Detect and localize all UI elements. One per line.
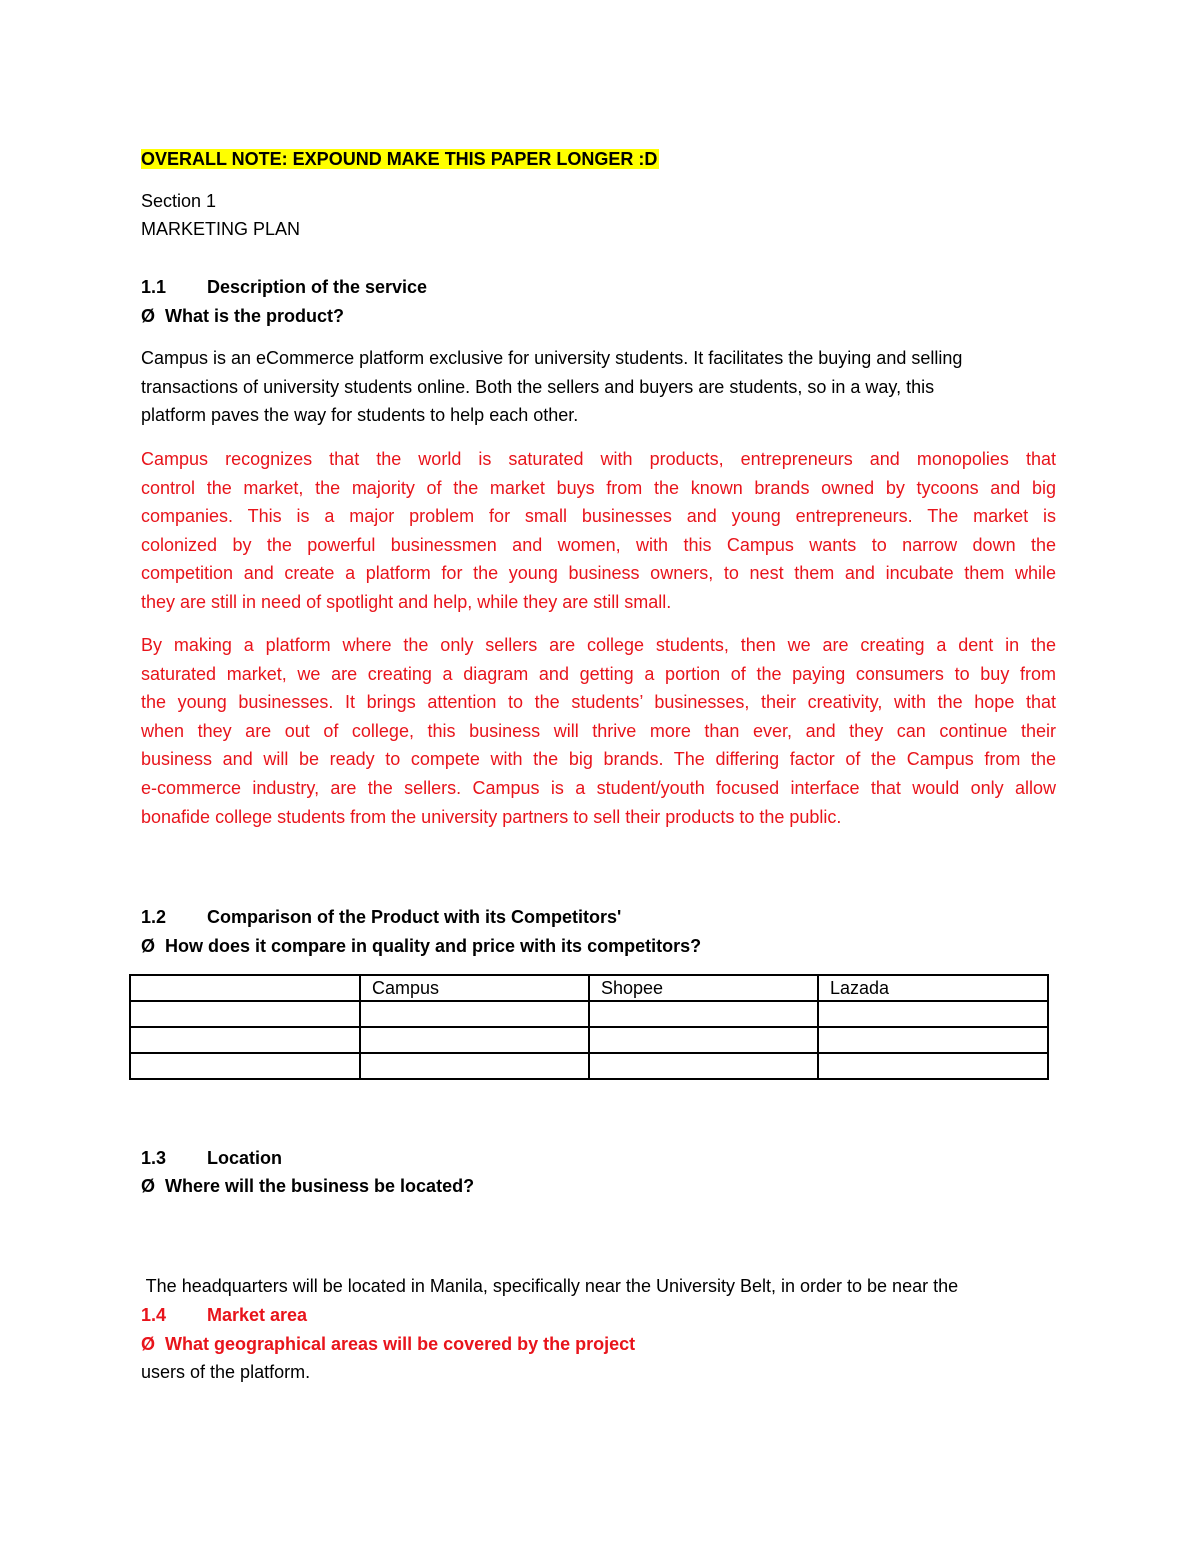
question-1-3-text: Where will the business be located?: [165, 1176, 475, 1196]
paragraph-line: when they are out of college, this business will thrive more than ever, and they can continue their: [141, 720, 1056, 741]
table-cell: [130, 1001, 360, 1027]
table-cell: [360, 1053, 589, 1079]
paragraph-1-1-red-2: [141, 631, 1056, 831]
heading-1-2-number: 1.2: [141, 907, 167, 927]
paragraph-line: By making a platform where the only sellers are college students, then we are creating a dent in the: [141, 635, 1056, 655]
heading-1-3: [141, 1147, 282, 1169]
heading-1-1: [141, 276, 427, 298]
overall-note: [141, 148, 659, 170]
arrow-bullet-icon: Ø: [141, 306, 156, 326]
question-1-2-text: How does it compare in quality and price with its competitors?: [165, 936, 702, 956]
paragraph-line: competition and create a platform for the young business owners, to nest them and incubate them while: [141, 563, 1056, 584]
section-title: MARKETING PLAN: [141, 219, 301, 239]
heading-1-4-title: Market area: [207, 1305, 308, 1325]
heading-1-4: [141, 1304, 307, 1326]
table-cell: [589, 1027, 818, 1053]
heading-1-1-title: Description of the service: [207, 277, 428, 297]
heading-1-1-number: 1.1: [141, 277, 167, 297]
arrow-bullet-icon: Ø: [141, 1176, 156, 1196]
heading-1-2: [141, 906, 621, 928]
comparison-table: [129, 974, 1049, 1080]
paragraph-line: colonized by the powerful businessmen and women, with this Campus wants to narrow down the: [141, 534, 1056, 555]
paragraph-line: control the market, the majority of the market buys from the known brands owned by tycoons and big: [141, 477, 1056, 498]
table-cell: [130, 1027, 360, 1053]
paragraph-line: Campus is an eCommerce platform exclusive for university students. It facilitates the buying and selling: [141, 348, 963, 368]
paragraph-line: platform paves the way for students to help each other.: [141, 405, 579, 426]
table-cell: [360, 1027, 589, 1053]
table-cell: [818, 1053, 1048, 1079]
paragraph-line: bonafide college students from the university partners to sell their products to the public.: [141, 806, 842, 827]
table-cell: [130, 1053, 360, 1079]
table-header-cell: [130, 975, 360, 1001]
table-cell: [818, 1001, 1048, 1027]
paragraph-1-1-intro: [141, 344, 1056, 430]
table-row: [130, 1053, 1048, 1079]
paragraph-1-1-red-1: [141, 445, 1056, 617]
paragraph-line: companies. This is a major problem for small businesses and young entrepreneurs. The market is: [141, 506, 1056, 527]
paragraph-line: users of the platform.: [141, 1361, 311, 1382]
table-cell: [818, 1027, 1048, 1053]
table-header-cell-shopee: Shopee: [589, 975, 818, 1001]
section-label: Section 1: [141, 191, 217, 211]
question-1-4: [141, 1333, 635, 1355]
table-header-cell-campus: Campus: [360, 975, 589, 1001]
paragraph-1-3: [141, 1215, 1056, 1444]
arrow-bullet-icon: Ø: [141, 1334, 156, 1354]
table-cell: [360, 1001, 589, 1027]
paragraph-line: the young businesses. It brings attention to the students’ businesses, their creativity, with the hope that: [141, 692, 1056, 713]
table-header-row: [130, 975, 1048, 1001]
paragraph-line: transactions of university students online. Both the sellers and buyers are students, so in a way, this: [141, 376, 935, 397]
question-1-4-text: What geographical areas will be covered by the project: [165, 1334, 636, 1354]
overall-note-highlight: OVERALL NOTE: EXPOUND MAKE THIS PAPER LONGER :D: [141, 149, 658, 169]
paragraph-line: saturated market, we are creating a diagram and getting a portion of the paying consumers to buy from: [141, 663, 1056, 684]
paragraph-line: The headquarters will be located in Manila, specifically near the University Belt, in order to be near the: [141, 1276, 959, 1297]
heading-1-3-title: Location: [207, 1148, 282, 1168]
table-row: [130, 1027, 1048, 1053]
table-header-cell-lazada: Lazada: [818, 975, 1048, 1001]
question-1-1: [141, 305, 344, 327]
paragraph-line: e-commerce industry, are the sellers. Campus is a student/youth focused interface that would only allow: [141, 777, 1056, 798]
heading-1-3-number: 1.3: [141, 1148, 167, 1168]
table-row: [130, 1001, 1048, 1027]
question-1-1-text: What is the product?: [165, 306, 344, 326]
paragraph-line: business and will be ready to compete with the big brands. The differing factor of the Campus from the: [141, 749, 1056, 770]
question-1-3: [141, 1175, 474, 1197]
table-cell: [589, 1053, 818, 1079]
paragraph-line: they are still in need of spotlight and help, while they are still small.: [141, 591, 672, 612]
heading-1-4-number: 1.4: [141, 1305, 167, 1325]
arrow-bullet-icon: Ø: [141, 936, 156, 956]
table-cell: [589, 1001, 818, 1027]
heading-1-2-title: Comparison of the Product with its Competitors': [207, 907, 622, 927]
paragraph-line: Campus recognizes that the world is saturated with products, entrepreneurs and monopolies that: [141, 449, 1056, 469]
question-1-2: [141, 935, 701, 957]
